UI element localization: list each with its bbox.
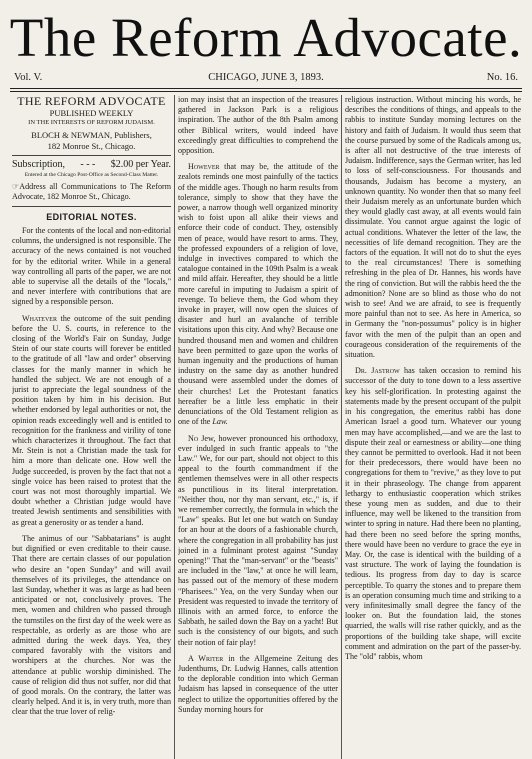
col3-para-2 bbox=[345, 366, 521, 662]
communications-address: ☞Address all Communications to The Reform Advocate, 182 Monroe St., Chicago. bbox=[12, 182, 171, 201]
editorial-para-2 bbox=[12, 314, 171, 528]
column-1 bbox=[12, 95, 171, 759]
publisher-box bbox=[12, 95, 171, 207]
post-office-entry: Entered at the Chicago Post-Office as Second-Class Matter. bbox=[24, 172, 159, 178]
column-3 bbox=[345, 95, 521, 759]
column-divider-1 bbox=[174, 95, 175, 759]
editorial-para-3: The animus of our "Sabbatarians" is aught but dignified or even creditable to their cause. That there are certain classes of our population who desire an "open Sunday" and will avail themselves of its privileges, the attendance on last Sunday, whether it was as large as had been anticipated or not, conclusively proves. The men, women and children who passed through the turnstiles on the first day of the week were as respectable, as orderly as are those who are admitted during the week days. Yea, they compared favorably with the visitors and worshipers at the churches. Nor was the attendance at public worship diminished. The cause of religion did thus not suffer, nor did that of good morals. On the contrary, the latter was clearly helped. And it is, in very truth, more than clear that the true lover of relig- bbox=[12, 533, 171, 717]
subscription-row bbox=[12, 155, 171, 171]
col3-para-2-body: has taken occasion to remind his successor of the duty to tone down to a less assertive key his self-glorification. In protesting against the statements made by the present occupant of the pulpit in his congregation, the emeritus rabbi has done American Israel a good turn. Whatever our young men may have accomplished,—and we are the last to dispute their zeal or earnestness or ability—one thing they cannot be permitted to overlook. Had it not been for their predecessors, there would have been no congregations for them to "revive," as they love to put it in their phraseology. The change from apparent lethargy to enthusiastic cooperation which strikes these young men as sudden, and due to their influence, may well be likened to the transition from winter to spring in nature. Had there been no planting, had there been no seed before the spring months, there would have been no verdure to grace the eye in May. Or, the case is identical with the building of a vast structure. The work of laying the foundation is tedious. Its progress from day to day is scarce perceptible. To quarry the stones and to prepare them is an operation consuming much time and striking to a very infinitesimally small degree the fancy of the looker on. But the foundation laid, the stones quarried, the walls will rise rather quickly, and as the proportions of the building take shape, will excite comment and admiration on the part of the passer-by. The "old" rabbis, whom bbox=[345, 366, 521, 661]
publisher-interest: IN THE INTERESTS OF REFORM JUDAISM. bbox=[28, 119, 155, 126]
col2-para-2-body: that may be, the attitude of the zealots reminds one most painfully of the tactics of the middle ages. Though no harm results from tolerance, simply to show that they have the power, a narrow though well organized minority wish to foist upon all alike their views and enforce their code of conduct. They, ostensibly men of peace, would have resort to arms. They, the professed expounders of a religion of love, indulge in invectives compared to which the catalogue contained in the 109th Psalm is a weak and mild affair. Hereafter, they should be a little more careful in imputing to Judaism a spirit of revenge. To believe them, the God whom they invoke in prayer, will now open the sluices of disaster and hurl an avalanche of terrible visitations upon this city. And why? Because one hundred thousand men and women and children have been permitted to gaze upon the works of human ingenuity and the productions of human industry on the same day as another hundred thousand were assembled under the domes of their churches! Let the Protestant fanatics hereafter be a little less emphatic in their denunciations of the Old Testament religion as one of the bbox=[178, 162, 338, 427]
col2-para-1: ion may insist that an inspection of the treasures gathered in Jackson Park is a religious inspiration. The author of the 8th Psalm among other Biblical writers, would indeed have exceedingly great difficulties to comprehend the opposition. bbox=[178, 95, 338, 156]
publisher-paper-title: THE REFORM ADVOCATE bbox=[17, 95, 166, 108]
subscription-label: Subscription, bbox=[12, 159, 66, 170]
col3-para-1: religious instruction. Without mincing his words, he describes the conditions of things, and appeals to the rabbis to institute Sunday morning lectures on the history and faith of Judaism. It would thus seem that the course pursued by some of the Radicals among us, is after all not destructive of the true interests of Judaism. Indifference, says the German writer, has led to loss of self-consciousness. For thousands and thousands, Judaism has become a mystery, an unknown quantity. No wonder then that so many feel their Judaism merely as an unfortunate burden which they would gladly cast away, at all events would fain dissimulate. You cannot argue against the logic of actual conditions. Whatever the letter of the law, the necessities of life demand recognition. They are the factors of the equation. It will not do to shut the eyes to the real circumstances! There is something refreshing in the plea of Dr. Hannes, his words have the ring of conviction. But will the rabbis heed the the admonition? None are so blind as those who do not wish to see! And we are afraid, to see is frequently more painful than not to see. As here in America, so in Germany the "non-possumus" policy is in higher favor with the men of the pulpit than an open and courageous consideration of the requirements of the situation. bbox=[345, 95, 521, 360]
col2-para-3 bbox=[178, 434, 338, 648]
column-2 bbox=[178, 95, 338, 759]
col2-para-3-lead: No bbox=[188, 433, 199, 443]
column-divider-2 bbox=[341, 95, 342, 759]
publisher-address: 182 Monroe St., Chicago. bbox=[47, 141, 136, 151]
publisher-frequency: PUBLISHED WEEKLY bbox=[49, 108, 134, 118]
issue-number: No. 16. bbox=[486, 72, 518, 83]
col2-para-2-end: Law. bbox=[212, 417, 228, 427]
dateline bbox=[14, 71, 518, 85]
masthead-rule-thin bbox=[10, 91, 522, 92]
editorial-para-2-body: the outcome of the suit pending before the U. S. courts, in reference to the closing of the World's Fair on Sunday, Judge Stein of our state courts will forever be entitled to the gratitude of all "law and order" observing classes for the manly manner in which he handled the subject. We are not enough of a jurist to appreciate the legal soundness of the position taken by him in his decision. But whether endorsed by legal authorities or not, the opinion reads exceedingly well and is entitled to recognition for the frankness and virility of tone which characterizes it throughout. The fact that Mr. Stein is not a Christian made the task for him a more than delicate one. How well the Judge succeeded, is proven by the fact that not a single voice has been raised to protest that the court was not most thoroughly impartial. We doubt whether a Christian judge would have treated Jewish sentiments and sensibilities with as great a generosity or as tender a hand. bbox=[12, 313, 171, 527]
volume-label: Vol. V. bbox=[14, 72, 43, 83]
masthead-title: The Reform Advocate. bbox=[9, 7, 523, 68]
editorial-para-1: For the contents of the local and non-editorial columns, the undersigned is not responsible. The accuracy of the news contained is not vouched for by the editorial writer. While in a general way controlling all parts of the paper, we are not able to supervise all the details of the "locals," and never interfere with contributions that are signed by a responsible person. bbox=[12, 226, 171, 307]
subscription-dashes: - - - bbox=[80, 159, 96, 170]
col2-para-4-lead: A Writer bbox=[188, 653, 224, 663]
col3-para-2-lead: Dr. Jastrow bbox=[355, 366, 400, 376]
col2-para-2 bbox=[178, 162, 338, 427]
issue-date: CHICAGO, JUNE 3, 1893. bbox=[208, 72, 324, 83]
publisher-names: BLOCH & NEWMAN, Publishers, bbox=[31, 130, 152, 140]
col2-para-2-lead: However bbox=[188, 162, 220, 172]
col2-para-4 bbox=[178, 654, 338, 715]
col2-para-3-body: Jew, however pronounced his orthodoxy, ever indulged in such frantic appeals to "the Law." We, for our part, should not object to this appeal to the fourth commandment if the gentlemen themselves were in all other respects as punctilious in its literal interpretation. "Neither thou, nor thy man servant, etc.," is, if we remember correctly, the formula in which the "Law" speaks. But let one but watch on Sunday for an hour at the doors of a fashionable church, where the congregation in all probability has just joined in a fulminant protest against "Sunday opening!" That the "man-servant" or the "beasts" are included in the "law," at once he will learn, has passed out of the memory of these modern "Pharisees." Yea, on the very Sunday when our President was requested to invade the territory of Illinois with an armed force, to enforce the Sabbath, he sailed down the Bay on a yacht! But such is the consistency of our bigots, and such their notion of fair play! bbox=[178, 433, 338, 647]
masthead-rule-thick bbox=[10, 88, 522, 89]
col2-para-4-body: in the Allgemeine Zeitung des Judenthums, Dr. Ludwig Hannes, calls attention to the deplorable condition into which German Judaism has lapsed in consequence of the utter neglect to utilize the opportunities offered by the Sunday morning hours for bbox=[178, 653, 338, 714]
subscription-price: $2.00 per Year. bbox=[110, 159, 171, 170]
editorial-heading: EDITORIAL NOTES. bbox=[46, 212, 137, 222]
editorial-para-2-lead: Whatever bbox=[22, 313, 57, 323]
